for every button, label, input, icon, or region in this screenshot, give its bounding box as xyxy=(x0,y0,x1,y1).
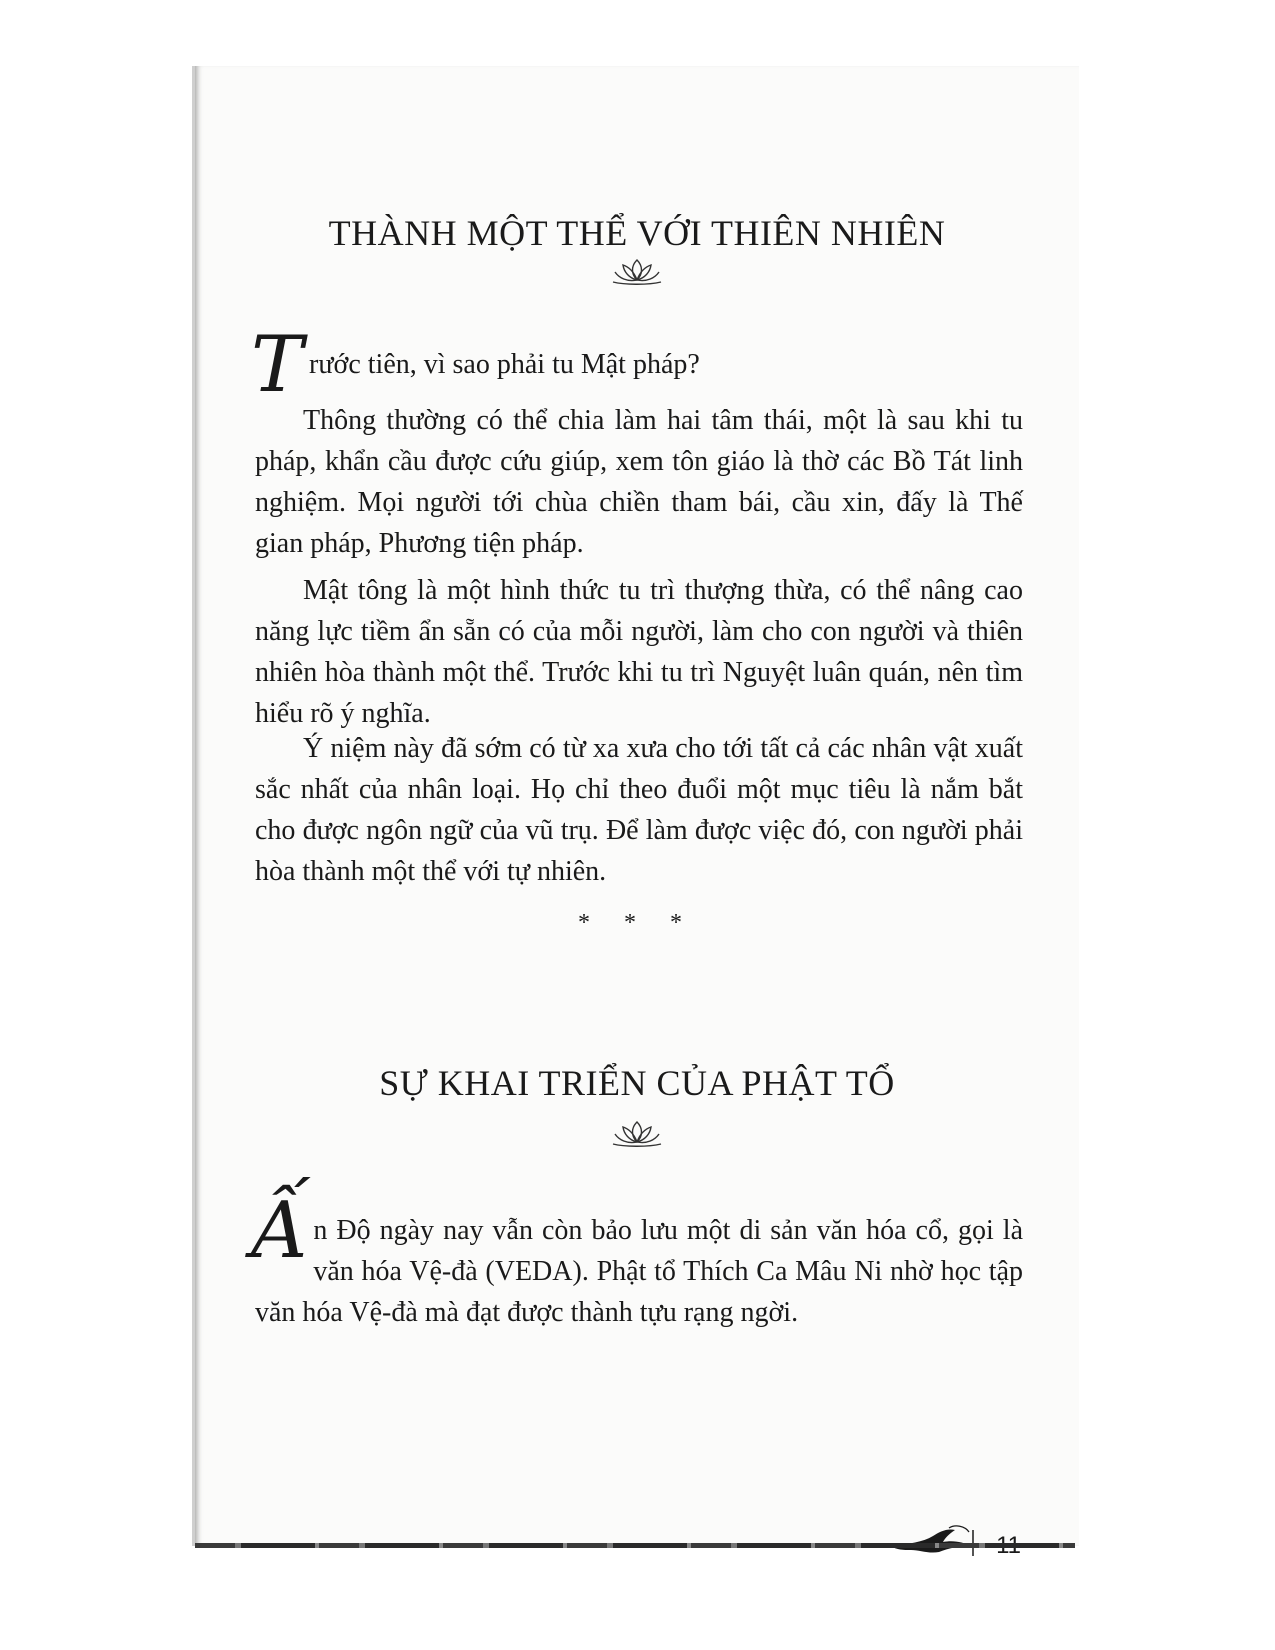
body-paragraph: Ý niệm này đã sớm có từ xa xưa cho tới tất cả các nhân vật xuất sắc nhất của nhân loại. Họ chỉ theo đuổi một mục tiêu là nắm bắt cho được ngôn ngữ của vũ trụ. Để làm được việc đó, con người phải hòa thành một thể với tự nhiên. xyxy=(255,733,1023,887)
page-bottom-edge xyxy=(195,1543,1075,1548)
lead-text: n Độ ngày nay vẫn còn bảo lưu một di sản văn hóa cổ, gọi là văn hóa Vệ-đà (VEDA). Phật tổ Thích Ca Mâu Ni nhờ học tập văn hóa Vệ-đà mà đạt được thành tựu rạng ngời. xyxy=(255,1215,1023,1328)
drop-cap: T xyxy=(251,320,304,410)
lead-paragraph-2 xyxy=(251,1186,1023,1333)
section-heading-1: THÀNH MỘT THỂ VỚI THIÊN NHIÊN xyxy=(328,213,946,254)
bird-ornament-icon xyxy=(889,1524,979,1558)
lotus-ornament-icon xyxy=(609,1118,665,1148)
lead-paragraph-1 xyxy=(251,320,1023,410)
lotus-ornament-icon xyxy=(609,256,665,286)
book-page xyxy=(192,66,1079,1546)
body-paragraph: Mật tông là một hình thức tu trì thượng thừa, có thể nâng cao năng lực tiềm ẩn sẵn có của mỗi người, làm cho con người và thiên nhiên hòa thành một thể. Trước khi tu trì Nguyệt luân quán, nên tìm hiểu rõ ý nghĩa. xyxy=(255,575,1023,729)
body-paragraph: Thông thường có thể chia làm hai tâm thái, một là sau khi tu pháp, khẩn cầu được cứu giúp, xem tôn giáo là thờ các Bồ Tát linh nghiệm. Mọi người tới chùa chiền tham bái, cầu xin, đấy là Thế gian pháp, Phương tiện pháp. xyxy=(255,405,1023,559)
lead-text: rước tiên, vì sao phải tu Mật pháp? xyxy=(309,349,700,380)
drop-cap: Ấ xyxy=(251,1186,308,1276)
section-heading-2: SỰ KHAI TRIỂN CỦA PHẬT TỔ xyxy=(379,1063,895,1104)
section-separator: * * * xyxy=(578,910,696,936)
